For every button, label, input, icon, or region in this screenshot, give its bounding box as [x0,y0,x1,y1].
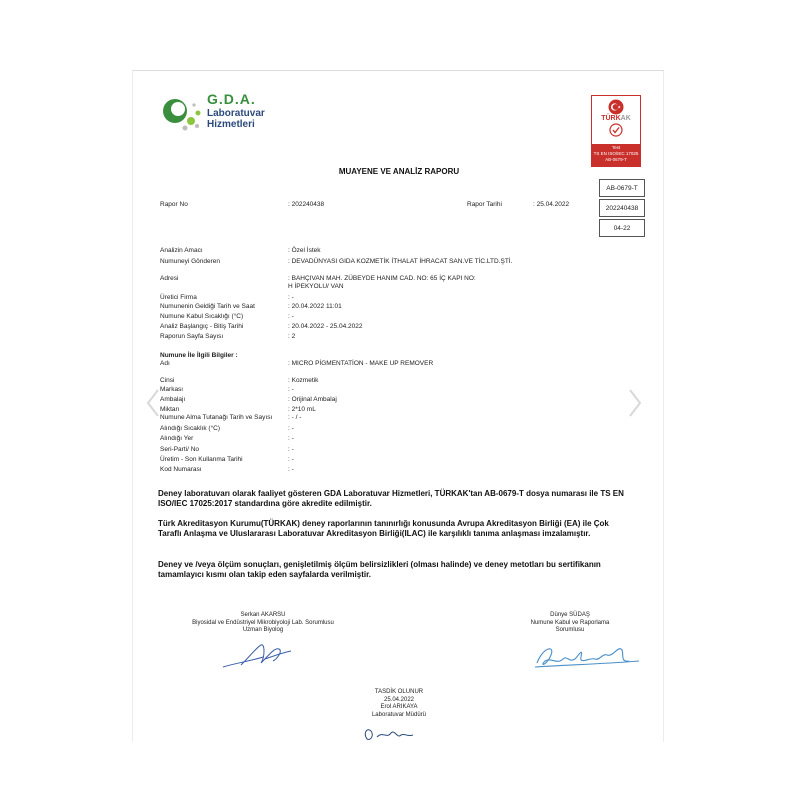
sample-label-code: Kod Numarası [160,466,202,473]
next-page-arrow-icon[interactable] [628,388,642,418]
field-value-page-count: : 2 [288,333,296,340]
turkak-accreditation-badge [591,95,641,167]
sample-value-production-expiry: : - [288,456,294,463]
signature-block-center [319,689,479,719]
sample-value-batch: : - [288,446,294,453]
badge-caption [592,144,640,166]
field-value-manufacturer: : - [288,294,294,301]
signer-left-name: Serkan AKARSU [240,612,286,618]
badge-word-sub: AK [620,115,631,122]
field-label-sender: Numuneyi Gönderen [160,258,220,265]
logo-line-1: Laboratuvar [207,108,265,119]
sample-label-name: Adı [160,360,170,367]
sample-value-packaging: : Orijinal Ambalaj [288,396,337,403]
sample-value-location: : - [288,435,294,442]
sample-label-production-expiry: Üretim - Son Kullanma Tarihi [160,456,243,463]
checkmark-seal-icon [609,123,623,137]
report-date-value: : 25.04.2022 [533,201,570,208]
approval-date: 25.04.2022 [383,696,415,703]
sample-label-sampling-record: Numune Alma Tutanağı Tarih ve Sayısı [160,414,273,421]
report-document [132,70,664,742]
field-label-arrival-date: Numunenin Geldiği Tarih ve Saat [160,303,255,310]
signature-block-right [505,612,635,635]
signature-right-image [533,637,643,671]
field-label-address: Adresi [160,275,179,282]
badge-caption-line-1: Test [611,145,621,150]
mutual-recognition-paragraph: Türk Akreditasyon Kurumu(TÜRKAK) deney raporlarının tanınırlığı konusunda Avrupa Akreditasyon Birliği (EA) ile Çok Taraflı Anlaşma ve Uluslararası Laboratuvar Akreditasyon Birliği(ILAC) ile karşılıklı tanıma anlaşması imzalamıştır. [158,519,609,538]
badge-word-main: TÜRK [601,115,621,122]
signature-block-left [163,612,363,635]
report-no-value: : 202240438 [288,201,325,208]
sample-label-brand: Markası [160,386,184,393]
signer-left-role-2: Uzman Biyolog [242,627,284,633]
field-value-analysis-dates: : 20.04.2022 - 25.04.2022 [288,323,363,330]
sample-label-packaging: Ambalajı [160,396,186,403]
field-label-page-count: Raporun Sayfa Sayısı [160,333,224,340]
badge-caption-line-3: AB-0679-T [605,157,627,162]
field-value-arrival-date: : 20.04.2022 11:01 [288,303,342,310]
sample-label-type: Cinsi [160,377,175,384]
signature-left-image [221,637,301,673]
report-date-label: Rapor Tarihi [467,201,502,208]
results-paragraph: Deney ve /veya ölçüm sonuçları, genişletilmiş ölçüm belirsizlikleri (olması halinde) ve deney metotları bu sertifikanın tamamlayıcı kısmı olan takip eden sayfalarda verilmiştir. [158,560,601,579]
sample-value-type: : Kozmetik [288,377,319,384]
report-no-label: Rapor No [160,201,188,208]
field-label-acceptance-temp: Numune Kabul Sıcaklığı (°C) [160,313,244,320]
logo-line-2: Hizmetleri [207,119,255,130]
sample-value-name: : MICRO PİGMENTATİON - MAKE UP REMOVER [288,360,434,367]
field-value-address-line-2: H İPEKYOLU/ VAN [288,283,344,290]
field-value-purpose: : Özel İstek [288,247,321,254]
side-box-report-no: 202240438 [599,199,645,217]
sample-label-quantity: Miktarı [160,406,180,413]
field-value-sender: : DEVADÜNYASI GIDA KOZMETİK İTHALAT İHRACAT SAN.VE TİC.LTD.ŞTİ. [288,258,513,265]
badge-caption-line-2: TS EN ISO/IEC 17025 [593,151,639,156]
sample-value-temperature: : - [288,425,294,432]
field-label-analysis-dates: Analiz Başlangıç - Bitiş Tarihi [160,323,244,330]
field-label-manufacturer: Üretici Firma [160,294,197,301]
signer-right-role-2: Sorumlusu [555,627,585,633]
gda-logo [161,91,281,135]
sample-value-code: : - [288,466,294,473]
sample-value-sampling-record: : - / - [288,414,302,421]
signer-center-role: Laboratuvar Müdürü [371,711,427,718]
logo-brand-text: G.D.A. [207,91,256,107]
side-box-accreditation: AB-0679-T [599,179,645,197]
accreditation-paragraph: Deney laboratuvarı olarak faaliyet gösteren GDA Laboratuvar Hizmetleri, TÜRKAK'tan AB-0679-T dosya numarası ile TS EN ISO/IEC 17025:2017 standardına göre akredite edilmiştir. [158,489,624,508]
side-info-boxes [599,179,645,239]
gda-logo-mark-icon [161,93,205,133]
signer-right-role-1: Numune Kabul ve Raporlama [530,619,610,626]
field-value-acceptance-temp: : - [288,313,294,320]
side-box-date-code: 04-22 [599,219,645,237]
signature-center-image [361,725,421,742]
sample-label-temperature: Alındığı Sıcaklık (°C) [160,425,221,432]
field-label-purpose: Analizin Amacı [160,247,203,254]
report-title: MUAYENE VE ANALİZ RAPORU [338,167,460,176]
sample-value-brand: : - [288,386,294,393]
field-value-address: : BAHÇIVAN MAH. ZÜBEYDE HANIM CAD. NO: 65 İÇ KAPI NO: [288,275,476,282]
turkish-flag-icon [608,99,624,115]
signer-left-role-1: Biyosidal ve Endüstriyel Mikrobiyoloji Lab. Sorumlusu [192,619,334,626]
signer-center-name: Erol ARIKAYA [380,704,418,710]
previous-page-arrow-icon[interactable] [146,388,160,418]
approval-label: TASDİK OLUNUR [374,689,424,695]
sample-info-heading: Numune İle İlgili Bilgiler : [160,352,238,359]
signer-right-name: Dünye SÜDAŞ [550,612,590,618]
sample-label-location: Alındığı Yer [160,435,194,442]
sample-value-quantity: : 2*10 mL [288,406,316,413]
sample-label-batch: Seri-Parti/ No [160,446,200,453]
